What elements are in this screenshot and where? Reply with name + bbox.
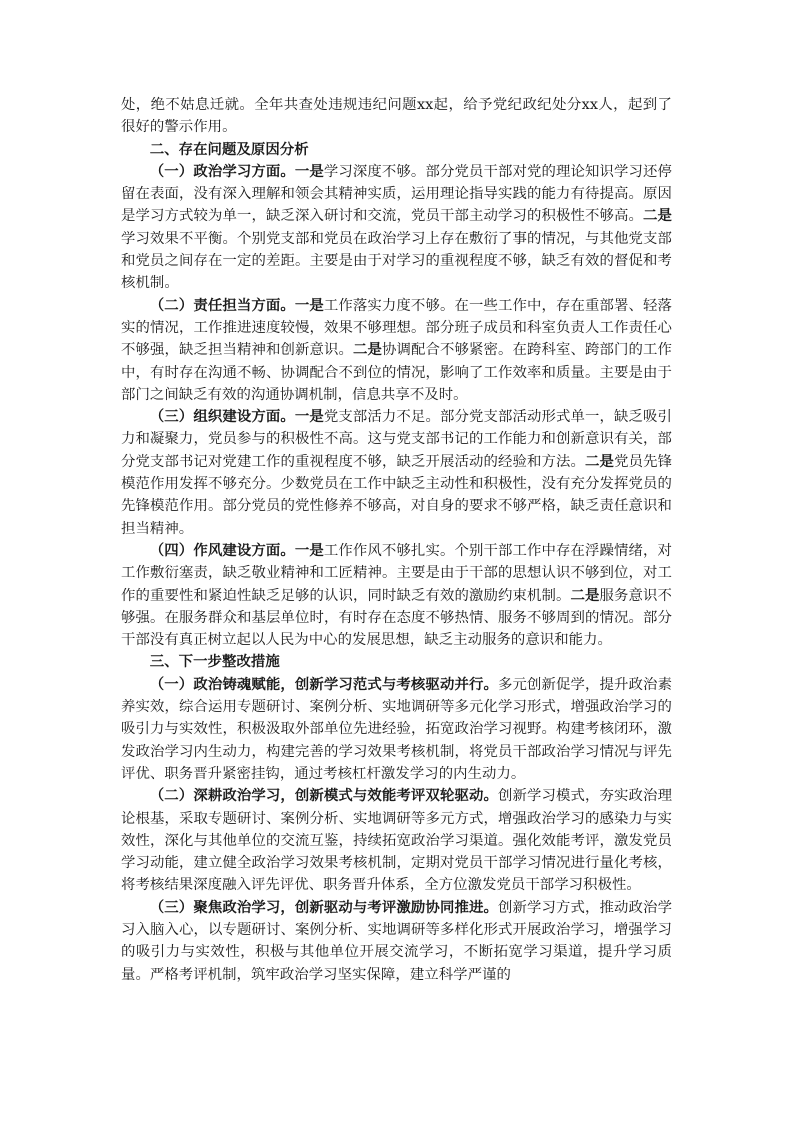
paragraph-text: 党支部活力不足。部分党支部活动形式单一，缺乏吸引力和凝聚力，党员参与的积极性不高。这与党支部书记的工作能力和创新意识有关，部分党支部书记对党建工作的重视程度不够，缺乏开展活动的经验和方法。 [121, 409, 672, 470]
measure-paragraph-1 [121, 674, 672, 785]
paragraph-text: 学习效果不平衡。个别党支部和党员在政治学习上存在敷衍了事的情况，与其他党支部和党员之间存在一定的差距。主要是由于对学习的重视程度不够，缺乏有效的督促和考核机制。 [121, 230, 672, 292]
measure-paragraph-3 [121, 897, 672, 986]
point-marker: 二是 [585, 452, 615, 470]
paragraph-text: 多元创新促学，提升政治素养实效，综合运用专题研讨、案例分析、实地调研等多元化学习形式，增强政治学习的吸引力与实效性，积极汲取外部单位先进经验，拓宽政治学习视野。构建考核闭环，激发政治学习内生动力，构建完善的学习效果考核机制，将党员干部政治学习情况与评先评优、职务晋升紧密挂钩，通过考核杠杆激发学习的内生动力。 [121, 676, 673, 782]
paragraph-text: 创新学习模式，夯实政治理论根基，采取专题研讨、案例分析、实地调研等多元方式，增强政治学习的感染力与实效性，深化与其他单位的交流互鉴，持续拓宽政治学习渠道。强化效能考评，激发党员学习动能，建立健全政治学习效果考核机制，定期对党员干部学习情况进行量化考核，将考核结果深度融入评先评优、职务晋升体系，全方位激发党员干部学习积极性。 [121, 788, 673, 894]
paragraph-text: 协调配合不够紧密。在跨科室、跨部门的工作中，有时存在沟通不畅、协调配合不到位的情况，影响了工作效率和质量。主要是由于部门之间缺乏有效的沟通协调机制，信息共享不及时。 [121, 342, 672, 403]
paragraph-text: 党员先锋模范作用发挥不够充分。少数党员在工作中缺乏主动性和积极性，没有充分发挥党员的先锋模范作用。部分党员的党性修养不够高，对自身的要求不够严格，缺乏责任意识和担当精神。 [121, 453, 673, 537]
paragraph-lead: （二）责任担当方面。 [149, 296, 295, 314]
point-marker: 一是 [294, 541, 324, 559]
paragraph-lead: （一）政治铸魂赋能，创新学习范式与考核驱动并行。 [149, 675, 498, 693]
problem-paragraph-2 [121, 295, 672, 406]
intro-paragraph: 处，绝不姑息迁就。全年共查处违规违纪问题xx起，给予党纪政纪处分xx人，起到了很好的警示作用。 [121, 97, 672, 136]
paragraph-text: 创新学习方式，推动政治学习入脑入心，以专题研讨、案例分析、实地调研等多样化形式开展政治学习，增强学习的吸引力与实效性，积极与其他单位开展交流学习，不断拓宽学习渠道，提升学习质量。严格考评机制，筑牢政治学习坚实保障，建立科学严谨的 [121, 899, 673, 983]
document-page [121, 94, 672, 986]
measure-paragraph-2 [121, 785, 672, 896]
point-marker: 一是 [294, 296, 324, 314]
paragraph-lead: （一）政治学习方面。 [149, 162, 295, 180]
point-marker: 二是 [570, 586, 600, 604]
paragraph-text: 学习深度不够。部分党员干部对党的理论知识学习还停留在表面，没有深入理解和领会其精神实质，运用理论指导实践的能力有待提高。原因是学习方式较为单一，缺乏深入研讨和交流，党员干部主动学习的积极性不够高。 [121, 163, 672, 225]
problem-paragraph-3 [121, 406, 672, 540]
problem-paragraph-4 [121, 540, 672, 651]
paragraph-lead: （四）作风建设方面。 [149, 541, 295, 559]
paragraph-lead: （三）组织建设方面。 [149, 408, 295, 426]
problem-paragraph-1 [121, 161, 672, 295]
paragraph-text: 服务意识不够强。在服务群众和基层单位时，有时存在态度不够热情、服务不够周到的情况。部分干部没有真正树立起以人民为中心的发展思想，缺乏主动服务的意识和能力。 [121, 587, 672, 649]
point-marker: 一是 [294, 162, 324, 180]
section-heading-measures: 三、下一步整改措施 [149, 653, 280, 671]
paragraph-text: 工作落实力度不够。在一些工作中，存在重部署、轻落实的情况，工作推进速度较慢，效果不够理想。部分班子成员和科室负责人工作责任心不够强，缺乏担当精神和创新意识。 [121, 297, 672, 359]
point-marker: 二是 [643, 207, 672, 225]
section-heading-problems: 二、存在问题及原因分析 [149, 140, 309, 158]
paragraph-lead: （二）深耕政治学习，创新模式与效能考评双轮驱动。 [149, 787, 498, 805]
paragraph-text: 工作作风不够扎实。个别干部工作中存在浮躁情绪，对工作敷衍塞责，缺乏敬业精神和工匠精神。主要是由于干部的思想认识不够到位，对工作的重要性和紧迫性缺乏足够的认识，同时缺乏有效的激励约束机制。 [121, 542, 672, 604]
point-marker: 二是 [353, 341, 383, 359]
paragraph-lead: （三）聚焦政治学习，创新驱动与考评激励协同推进。 [149, 898, 498, 916]
point-marker: 一是 [294, 408, 324, 426]
